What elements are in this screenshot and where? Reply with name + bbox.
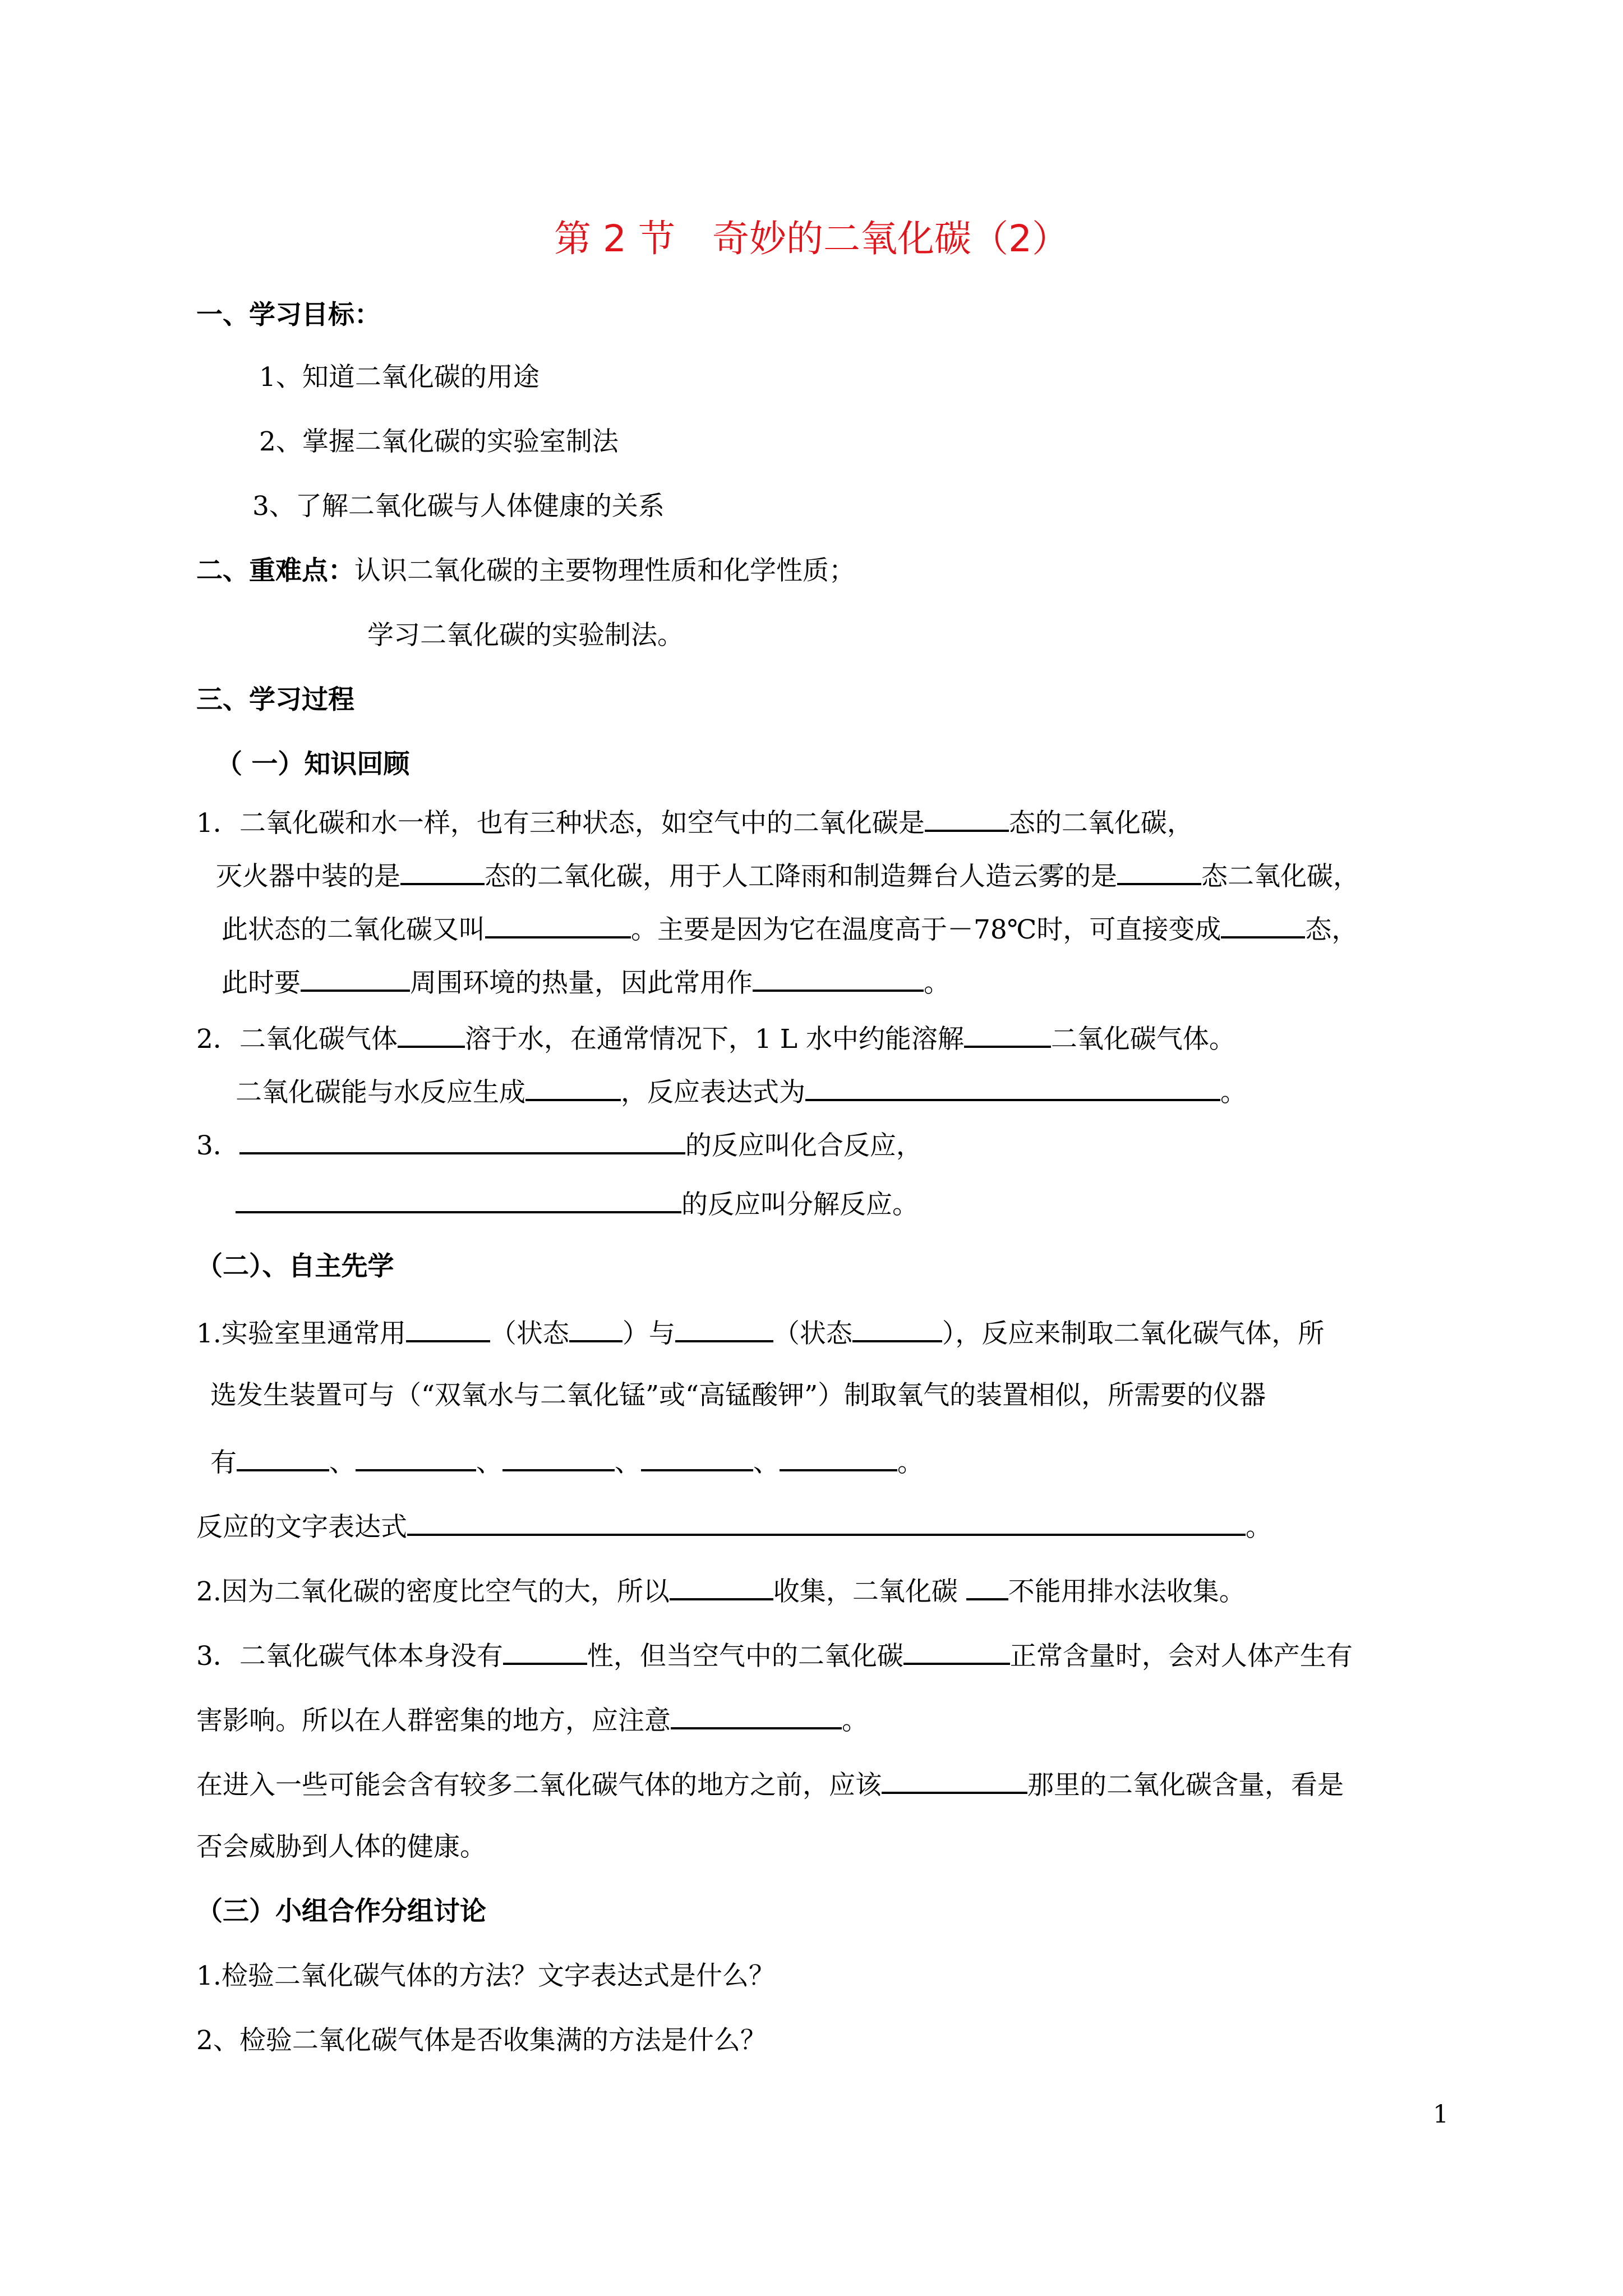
question-line xyxy=(222,964,950,1000)
question-text: 的反应叫分解反应。 xyxy=(681,1189,919,1220)
answer-blank[interactable] xyxy=(882,1766,1027,1794)
answer-blank[interactable] xyxy=(239,1126,685,1154)
question-text: 二氧化碳气体。 xyxy=(1050,1024,1235,1055)
answer-blank[interactable] xyxy=(675,1314,773,1342)
discussion-question: 2、检验二氧化碳气体是否收集满的方法是什么？ xyxy=(196,2025,767,2056)
question-text: 态， xyxy=(1305,914,1358,945)
answer-blank[interactable] xyxy=(525,1073,621,1101)
answer-blank[interactable] xyxy=(301,964,410,992)
question-line: 否会威胁到人体的健康。 xyxy=(196,1832,486,1862)
answer-blank[interactable] xyxy=(485,910,631,938)
answer-blank[interactable] xyxy=(237,1443,329,1471)
key-point-text: 认识二氧化碳的主要物理性质和化学性质； xyxy=(354,555,855,586)
question-text: ），反应来制取二氧化碳气体，所 xyxy=(942,1318,1325,1349)
objective-item: 1、知道二氧化碳的用途 xyxy=(259,362,540,393)
answer-blank[interactable] xyxy=(503,1637,587,1665)
answer-blank[interactable] xyxy=(671,1701,842,1729)
section-heading-key-points: 二、重难点： xyxy=(196,555,354,586)
question-text: 害影响。所以在人群密集的地方，应注意 xyxy=(196,1705,671,1736)
question-line xyxy=(196,1766,1344,1802)
question-text: 2．二氧化碳气体 xyxy=(196,1024,398,1055)
question-text: 周围环境的热量，因此常用作 xyxy=(410,968,753,999)
answer-blank[interactable] xyxy=(398,1020,465,1048)
answer-blank[interactable] xyxy=(925,804,1009,832)
question-text: 、 xyxy=(329,1447,356,1478)
answer-blank[interactable] xyxy=(236,1185,681,1213)
question-line: 选发生装置可与（“双氧水与二氧化锰”或“高锰酸钾”）制取氧气的装置相似，所需要的仪器 xyxy=(210,1380,1266,1411)
question-text: 。 xyxy=(924,968,950,999)
answer-blank[interactable] xyxy=(753,964,924,992)
question-text: 灭火器中装的是 xyxy=(216,861,400,892)
discussion-question: 1.检验二氧化碳气体的方法？文字表达式是什么？ xyxy=(196,1961,775,1991)
question-text: 。 xyxy=(842,1705,868,1736)
question-text: 1.实验室里通常用 xyxy=(196,1318,406,1349)
question-line xyxy=(196,1020,1235,1056)
question-line xyxy=(196,804,1193,840)
question-text: 1．二氧化碳和水一样，也有三种状态，如空气中的二氧化碳是 xyxy=(196,808,925,839)
answer-blank[interactable] xyxy=(964,1020,1051,1048)
page-number: 1 xyxy=(1433,2100,1449,2129)
answer-blank[interactable] xyxy=(805,1073,1220,1101)
page-title: 第 2 节 奇妙的二氧化碳（2） xyxy=(554,217,1069,260)
question-line xyxy=(196,1126,923,1163)
question-line xyxy=(196,1314,1324,1351)
question-text: 在进入一些可能会含有较多二氧化碳气体的地方之前，应该 xyxy=(196,1770,882,1801)
answer-blank[interactable] xyxy=(356,1443,476,1471)
answer-blank[interactable] xyxy=(407,1508,1246,1536)
answer-blank[interactable] xyxy=(1117,857,1201,885)
question-text: 。 xyxy=(1246,1512,1272,1543)
answer-blank[interactable] xyxy=(1221,910,1305,938)
objective-item: 3、了解二氧化碳与人体健康的关系 xyxy=(252,491,665,522)
answer-blank[interactable] xyxy=(569,1314,623,1342)
question-text: 、 xyxy=(476,1447,502,1478)
question-text: 3． xyxy=(196,1130,239,1161)
question-line xyxy=(196,1637,1353,1673)
question-line xyxy=(222,910,1358,947)
question-text: 、 xyxy=(753,1447,780,1478)
question-text: 不能用排水法收集。 xyxy=(1008,1576,1246,1607)
question-text: 二氧化碳能与水反应生成 xyxy=(236,1077,525,1108)
answer-blank[interactable] xyxy=(780,1443,897,1471)
question-text: 。主要是因为它在温度高于－78℃时，可直接变成 xyxy=(631,914,1221,945)
question-text: 性，但当空气中的二氧化碳 xyxy=(587,1641,903,1672)
answer-blank[interactable] xyxy=(502,1443,615,1471)
answer-blank[interactable] xyxy=(400,857,485,885)
answer-blank[interactable] xyxy=(641,1443,753,1471)
answer-blank[interactable] xyxy=(852,1314,942,1342)
question-text: 溶于水，在通常情况下，1 L 水中约能溶解 xyxy=(464,1024,964,1055)
question-line xyxy=(236,1073,1247,1110)
subsection-heading-review: （ 一）知识回顾 xyxy=(216,749,410,780)
question-text: 那里的二氧化碳含量，看是 xyxy=(1027,1770,1344,1801)
question-line xyxy=(196,1572,1246,1609)
question-text: 反应的文字表达式 xyxy=(196,1512,407,1543)
question-text: 有 xyxy=(210,1447,237,1478)
key-point-text: 学习二氧化碳的实验制法。 xyxy=(367,620,684,651)
answer-blank[interactable] xyxy=(903,1637,1010,1665)
question-text: 态的二氧化碳，用于人工降雨和制造舞台人造云雾的是 xyxy=(485,861,1117,892)
objective-item: 2、掌握二氧化碳的实验室制法 xyxy=(259,426,619,457)
question-line xyxy=(236,1185,919,1222)
answer-blank[interactable] xyxy=(670,1572,773,1600)
question-line xyxy=(196,1508,1272,1544)
question-text: 的反应叫化合反应， xyxy=(685,1130,923,1161)
question-text: 态的二氧化碳， xyxy=(1008,808,1193,839)
question-text: 3．二氧化碳气体本身没有 xyxy=(196,1641,503,1672)
question-text: 正常含量时，会对人体产生有 xyxy=(1009,1641,1353,1672)
question-text: 。 xyxy=(897,1447,924,1478)
question-text: ，反应表达式为 xyxy=(621,1077,805,1108)
question-text: 此状态的二氧化碳又叫 xyxy=(222,914,485,945)
question-text: 、 xyxy=(615,1447,641,1478)
subsection-heading-self-study: （二）、自主先学 xyxy=(196,1251,394,1282)
section-heading-process: 三、学习过程 xyxy=(196,684,354,715)
question-line xyxy=(216,857,1359,894)
question-text: 2.因为二氧化碳的密度比空气的大，所以 xyxy=(196,1576,670,1607)
question-text: 收集，二氧化碳 xyxy=(773,1576,966,1607)
question-text: 态二氧化碳， xyxy=(1201,861,1359,892)
question-text: （状态 xyxy=(490,1318,569,1349)
question-line xyxy=(210,1443,924,1480)
section-heading-objectives: 一、学习目标： xyxy=(196,300,381,330)
answer-blank[interactable] xyxy=(406,1314,490,1342)
subsection-heading-group-discussion: （三）小组合作分组讨论 xyxy=(196,1896,486,1927)
question-text: ）与 xyxy=(622,1318,675,1349)
question-text: （状态 xyxy=(773,1318,852,1349)
key-points-line xyxy=(196,554,855,588)
question-text: 此时要 xyxy=(222,968,301,999)
answer-blank[interactable] xyxy=(966,1572,1008,1600)
question-line xyxy=(196,1701,868,1738)
question-text: 。 xyxy=(1220,1077,1247,1108)
